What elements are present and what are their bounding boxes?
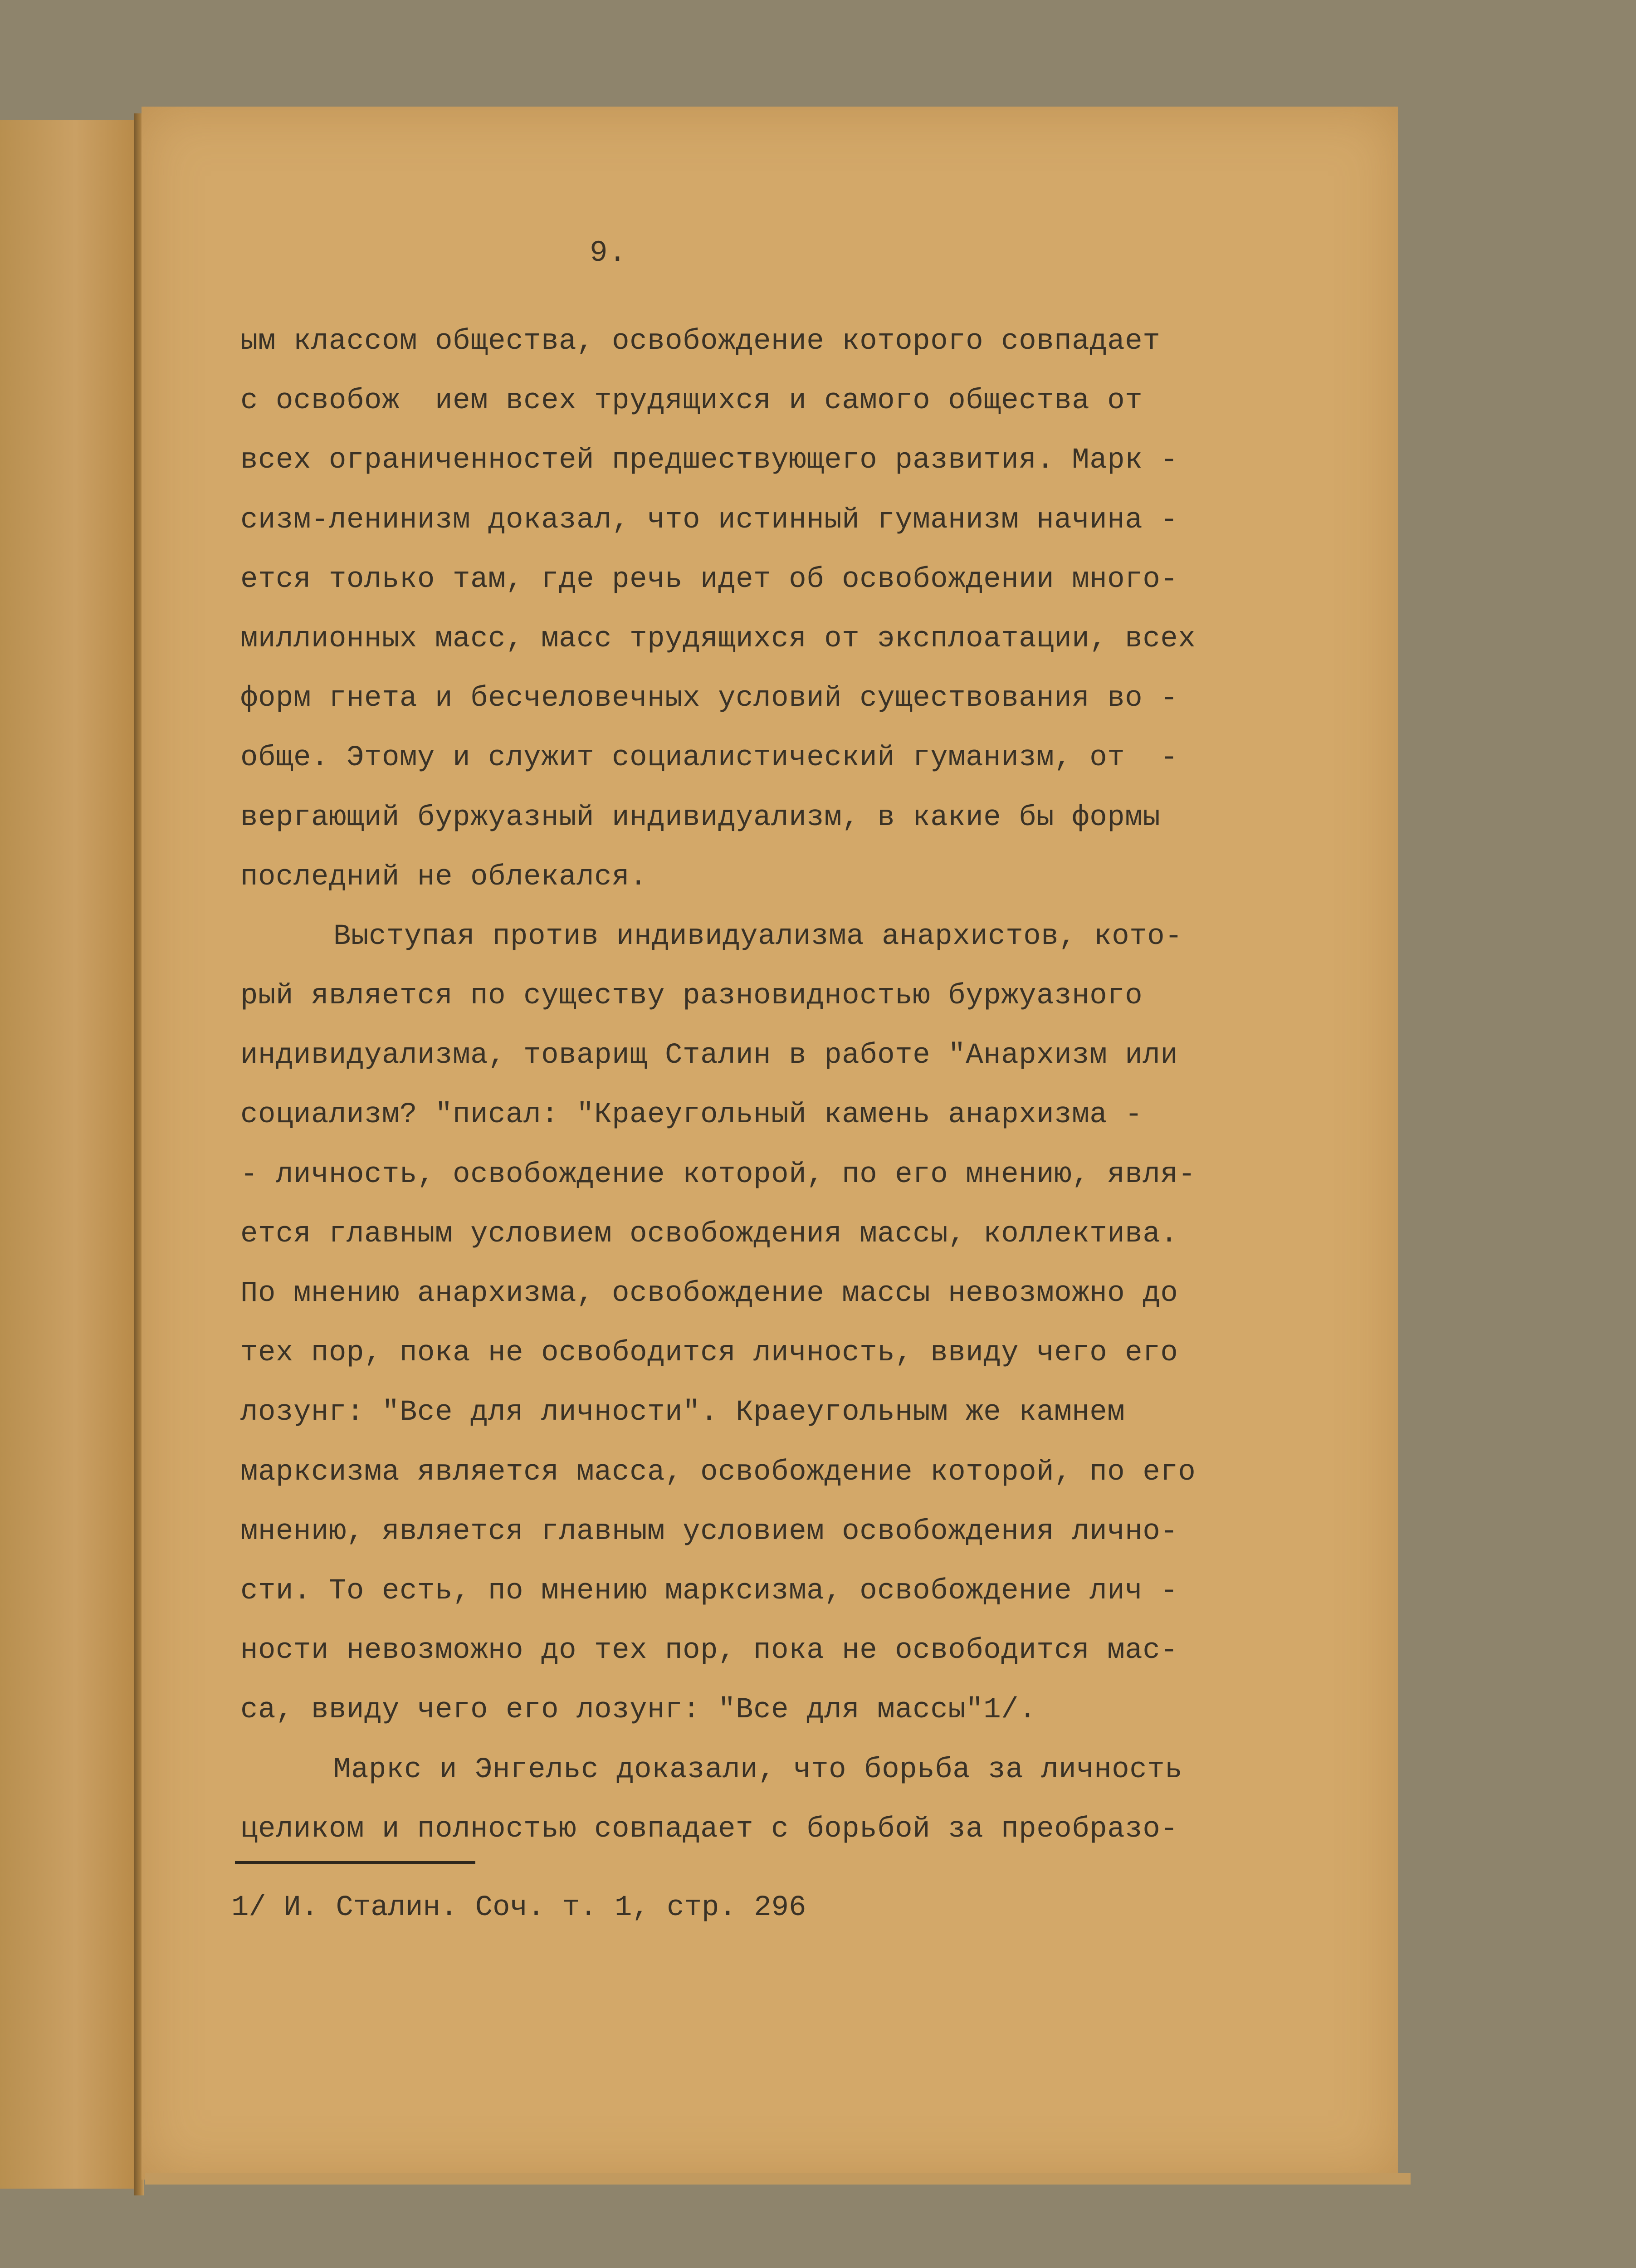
left-page xyxy=(0,120,137,2189)
page-number: 9. xyxy=(590,236,628,270)
text-line: всех ограниченностей предшествующего развития. Марк - xyxy=(240,444,1178,477)
text-line: Выступая против индивидуализма анархистов, кото- xyxy=(333,920,1183,953)
text-line: По мнению анархизма, освобождение массы невозможно до xyxy=(240,1277,1178,1310)
text-line: целиком и полностью совпадает с борьбой за преобразо- xyxy=(240,1813,1178,1846)
text-line: вергающий буржуазный индивидуализм, в какие бы формы xyxy=(240,801,1161,834)
text-line: Маркс и Энгельс доказали, что борьба за личность xyxy=(333,1753,1183,1786)
text-line: обще. Этому и служит социалистический гуманизм, от - xyxy=(240,742,1178,775)
text-line: марксизма является масса, освобождение которой, по его xyxy=(240,1456,1196,1489)
page-edge xyxy=(145,2173,1411,2185)
text-line: - личность, освобождение которой, по его мнению, явля- xyxy=(240,1158,1196,1191)
text-line: лозунг: "Все для личности". Краеугольным же камнем xyxy=(240,1396,1125,1429)
footnote-rule xyxy=(235,1861,475,1864)
text-line: рый является по существу разновидностью буржуазного xyxy=(240,980,1143,1013)
text-line: последний не облекался. xyxy=(240,860,648,894)
text-line: сти. То есть, по мнению марксизма, освобождение лич - xyxy=(240,1574,1178,1608)
text-line: ности невозможно до тех пор, пока не освободится мас- xyxy=(240,1634,1178,1667)
text-line: тех пор, пока не освободится личность, ввиду чего его xyxy=(240,1337,1178,1370)
body-text xyxy=(240,312,1243,1859)
text-line: с освобож ием всех трудящихся и самого общества от xyxy=(240,385,1143,418)
text-line: ется главным условием освобождения массы, коллектива. xyxy=(240,1217,1178,1251)
text-line: мнению, является главным условием освобождения лично- xyxy=(240,1515,1178,1548)
text-line: ым классом общества, освобождение которого совпадает xyxy=(240,325,1161,358)
text-line: ется только там, где речь идет об освобождении много- xyxy=(240,563,1178,596)
footnote: 1/ И. Сталин. Соч. т. 1, стр. 296 xyxy=(231,1892,806,1924)
text-line: са, ввиду чего его лозунг: "Все для массы"1/. xyxy=(240,1694,1037,1727)
text-line: сизм-ленинизм доказал, что истинный гуманизм начина - xyxy=(240,503,1178,537)
text-line: социализм? "писал: "Краеугольный камень анархизма - xyxy=(240,1099,1143,1132)
text-line: форм гнета и бесчеловечных условий существования во - xyxy=(240,682,1178,715)
text-line: индивидуализма, товарищ Сталин в работе "Анархизм или xyxy=(240,1039,1178,1072)
text-line: миллионных масс, масс трудящихся от эксплоатации, всех xyxy=(240,622,1196,655)
